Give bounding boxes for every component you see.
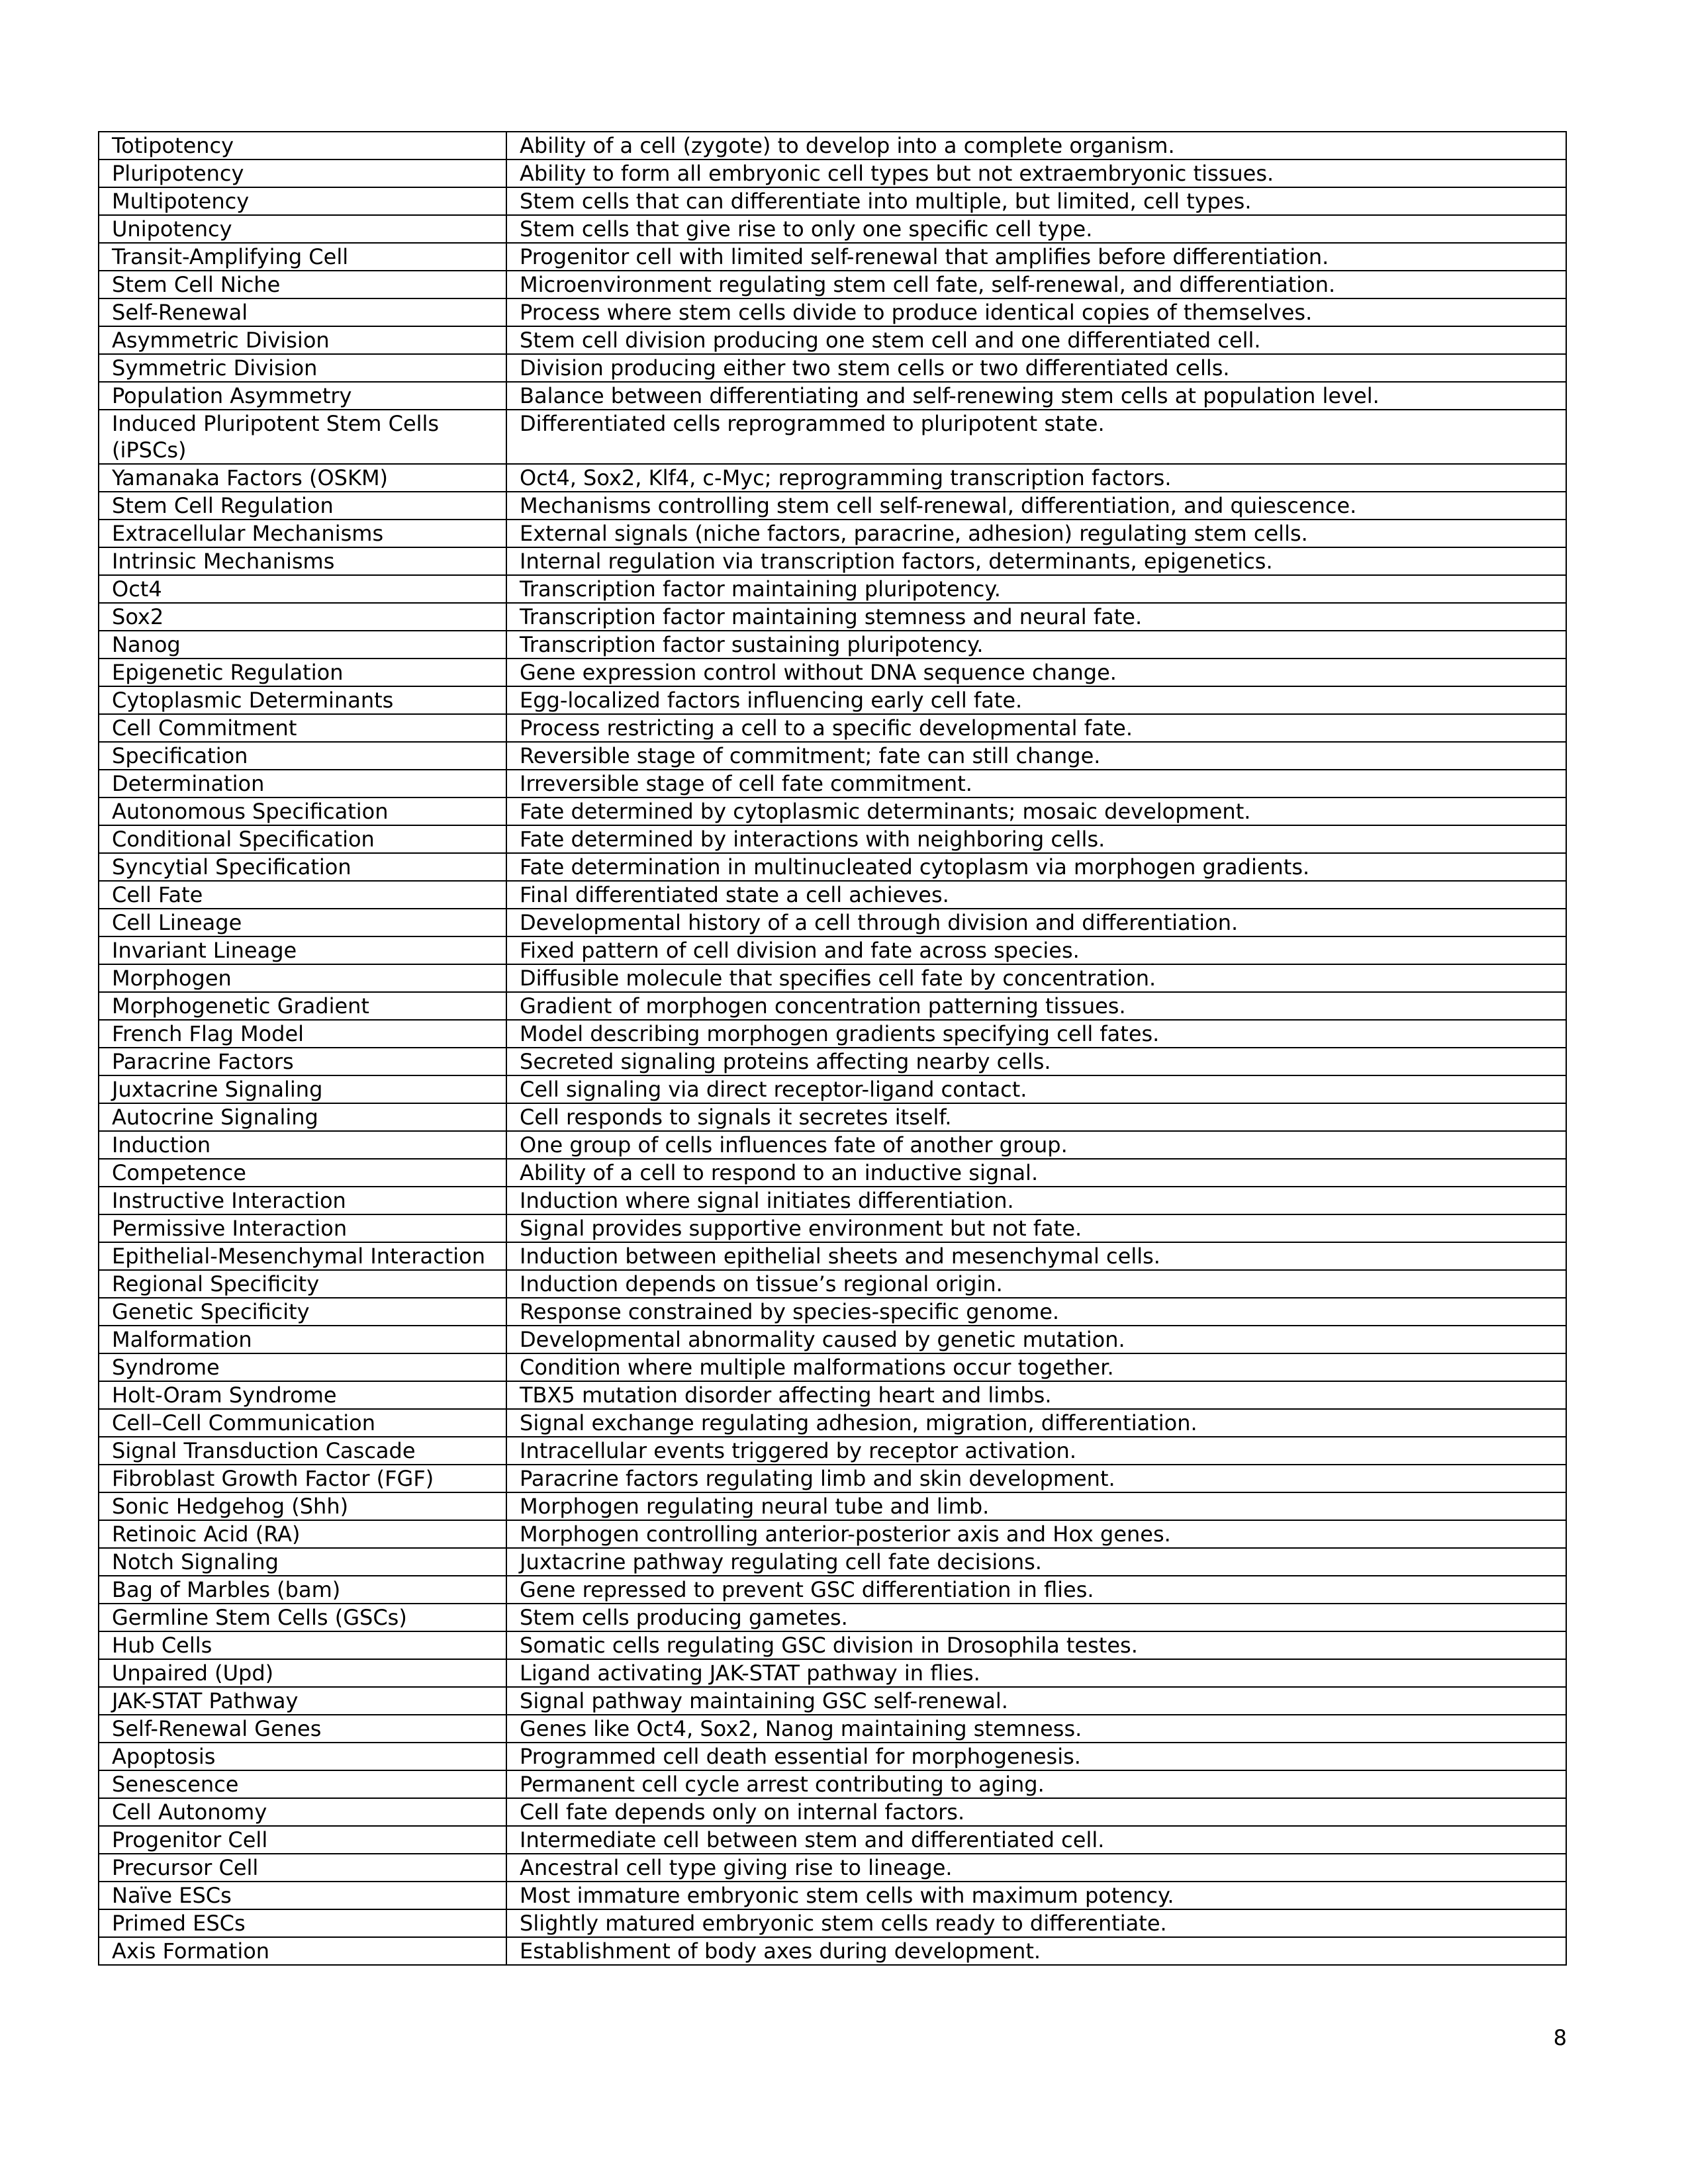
term-cell: Signal Transduction Cascade xyxy=(99,1437,506,1465)
term-cell: Specification xyxy=(99,742,506,770)
table-row xyxy=(99,742,1566,770)
term-cell: Syncytial Specification xyxy=(99,853,506,881)
table-row xyxy=(99,853,1566,881)
table-row xyxy=(99,1048,1566,1075)
page-number: 8 xyxy=(1553,2025,1567,2050)
definition-cell: Slightly matured embryonic stem cells ready to differentiate. xyxy=(506,1909,1566,1937)
definition-cell: Stem cells that give rise to only one specific cell type. xyxy=(506,215,1566,243)
definition-cell: Most immature embryonic stem cells with maximum potency. xyxy=(506,1882,1566,1909)
definition-cell: Gradient of morphogen concentration patterning tissues. xyxy=(506,992,1566,1020)
table-row xyxy=(99,797,1566,825)
table-row xyxy=(99,520,1566,547)
table-row xyxy=(99,1659,1566,1687)
term-cell: Permissive Interaction xyxy=(99,1214,506,1242)
table-row xyxy=(99,492,1566,520)
table-row xyxy=(99,1631,1566,1659)
table-row xyxy=(99,1381,1566,1409)
definition-cell: Internal regulation via transcription factors, determinants, epigenetics. xyxy=(506,547,1566,575)
term-cell: Bag of Marbles (bam) xyxy=(99,1576,506,1604)
definition-cell: Permanent cell cycle arrest contributing to aging. xyxy=(506,1770,1566,1798)
definition-cell: Oct4, Sox2, Klf4, c-Myc; reprogramming transcription factors. xyxy=(506,464,1566,492)
term-cell: Competence xyxy=(99,1159,506,1187)
table-row xyxy=(99,770,1566,797)
definition-cell: Ligand activating JAK-STAT pathway in flies. xyxy=(506,1659,1566,1687)
definition-cell: Cell signaling via direct receptor-ligand contact. xyxy=(506,1075,1566,1103)
term-cell: Sonic Hedgehog (Shh) xyxy=(99,1492,506,1520)
table-row xyxy=(99,1242,1566,1270)
definition-cell: Signal provides supportive environment but not fate. xyxy=(506,1214,1566,1242)
table-row xyxy=(99,936,1566,964)
table-row xyxy=(99,298,1566,326)
definition-cell: Transcription factor maintaining stemness and neural fate. xyxy=(506,603,1566,631)
definition-cell: Differentiated cells reprogrammed to pluripotent state. xyxy=(506,410,1566,464)
term-cell: Progenitor Cell xyxy=(99,1826,506,1854)
term-cell: Totipotency xyxy=(99,132,506,159)
table-row xyxy=(99,1270,1566,1298)
table-row xyxy=(99,1604,1566,1631)
table-row xyxy=(99,603,1566,631)
term-cell: Autonomous Specification xyxy=(99,797,506,825)
definition-cell: Intracellular events triggered by receptor activation. xyxy=(506,1437,1566,1465)
table-row xyxy=(99,1409,1566,1437)
term-cell: Cell Fate xyxy=(99,881,506,909)
term-cell: Germline Stem Cells (GSCs) xyxy=(99,1604,506,1631)
term-cell: Syndrome xyxy=(99,1353,506,1381)
table-row xyxy=(99,1298,1566,1326)
definition-cell: Intermediate cell between stem and differentiated cell. xyxy=(506,1826,1566,1854)
table-row xyxy=(99,1576,1566,1604)
term-cell: Genetic Specificity xyxy=(99,1298,506,1326)
term-cell: Apoptosis xyxy=(99,1743,506,1770)
term-cell: Autocrine Signaling xyxy=(99,1103,506,1131)
definition-cell: Diffusible molecule that specifies cell fate by concentration. xyxy=(506,964,1566,992)
table-row xyxy=(99,1743,1566,1770)
term-cell: Retinoic Acid (RA) xyxy=(99,1520,506,1548)
term-cell: Epigenetic Regulation xyxy=(99,659,506,686)
term-cell: Precursor Cell xyxy=(99,1854,506,1882)
definition-cell: Microenvironment regulating stem cell fate, self-renewal, and differentiation. xyxy=(506,271,1566,298)
definition-cell: TBX5 mutation disorder affecting heart and limbs. xyxy=(506,1381,1566,1409)
term-cell: Epithelial-Mesenchymal Interaction xyxy=(99,1242,506,1270)
definition-cell: Morphogen controlling anterior-posterior axis and Hox genes. xyxy=(506,1520,1566,1548)
definition-cell: Reversible stage of commitment; fate can still change. xyxy=(506,742,1566,770)
table-row xyxy=(99,1465,1566,1492)
definition-cell: Model describing morphogen gradients specifying cell fates. xyxy=(506,1020,1566,1048)
term-cell: Asymmetric Division xyxy=(99,326,506,354)
table-row xyxy=(99,686,1566,714)
term-cell: Determination xyxy=(99,770,506,797)
table-row xyxy=(99,1492,1566,1520)
term-cell: Cell Commitment xyxy=(99,714,506,742)
definition-cell: Ability of a cell to respond to an inductive signal. xyxy=(506,1159,1566,1187)
term-cell: Juxtacrine Signaling xyxy=(99,1075,506,1103)
table-row xyxy=(99,464,1566,492)
definition-cell: Gene repressed to prevent GSC differentiation in flies. xyxy=(506,1576,1566,1604)
table-row xyxy=(99,659,1566,686)
term-cell: Self-Renewal Genes xyxy=(99,1715,506,1743)
definition-cell: Ability to form all embryonic cell types but not extraembryonic tissues. xyxy=(506,159,1566,187)
term-cell: Stem Cell Niche xyxy=(99,271,506,298)
definition-cell: Process restricting a cell to a specific developmental fate. xyxy=(506,714,1566,742)
definition-cell: Ancestral cell type giving rise to lineage. xyxy=(506,1854,1566,1882)
table-row xyxy=(99,1159,1566,1187)
table-row xyxy=(99,326,1566,354)
term-cell: Morphogenetic Gradient xyxy=(99,992,506,1020)
table-row xyxy=(99,132,1566,159)
table-row xyxy=(99,714,1566,742)
term-cell: Unipotency xyxy=(99,215,506,243)
term-cell: Population Asymmetry xyxy=(99,382,506,410)
term-cell: Malformation xyxy=(99,1326,506,1353)
term-cell: Symmetric Division xyxy=(99,354,506,382)
definition-cell: Fate determined by cytoplasmic determinants; mosaic development. xyxy=(506,797,1566,825)
definition-cell: Condition where multiple malformations occur together. xyxy=(506,1353,1566,1381)
definition-cell: Mechanisms controlling stem cell self-renewal, differentiation, and quiescence. xyxy=(506,492,1566,520)
definition-cell: Cell fate depends only on internal factors. xyxy=(506,1798,1566,1826)
term-cell: French Flag Model xyxy=(99,1020,506,1048)
term-cell: Unpaired (Upd) xyxy=(99,1659,506,1687)
term-cell: Cell Lineage xyxy=(99,909,506,936)
term-cell: Regional Specificity xyxy=(99,1270,506,1298)
definition-cell: Stem cells producing gametes. xyxy=(506,1604,1566,1631)
table-row xyxy=(99,1687,1566,1715)
definition-cell: Response constrained by species-specific genome. xyxy=(506,1298,1566,1326)
table-row xyxy=(99,1882,1566,1909)
table-row xyxy=(99,271,1566,298)
term-cell: Instructive Interaction xyxy=(99,1187,506,1214)
term-cell: Axis Formation xyxy=(99,1937,506,1965)
glossary-table xyxy=(98,131,1567,1966)
term-cell: Morphogen xyxy=(99,964,506,992)
definition-cell: Stem cells that can differentiate into multiple, but limited, cell types. xyxy=(506,187,1566,215)
term-cell: Multipotency xyxy=(99,187,506,215)
definition-cell: Progenitor cell with limited self-renewal that amplifies before differentiation. xyxy=(506,243,1566,271)
term-cell: Notch Signaling xyxy=(99,1548,506,1576)
table-row xyxy=(99,410,1566,464)
term-cell: Naïve ESCs xyxy=(99,1882,506,1909)
term-cell: Self-Renewal xyxy=(99,298,506,326)
term-cell: Yamanaka Factors (OSKM) xyxy=(99,464,506,492)
table-row xyxy=(99,1020,1566,1048)
definition-cell: Developmental abnormality caused by genetic mutation. xyxy=(506,1326,1566,1353)
table-row xyxy=(99,382,1566,410)
definition-cell: Establishment of body axes during development. xyxy=(506,1937,1566,1965)
table-row xyxy=(99,964,1566,992)
table-row xyxy=(99,215,1566,243)
definition-cell: Fixed pattern of cell division and fate across species. xyxy=(506,936,1566,964)
term-cell: Conditional Specification xyxy=(99,825,506,853)
definition-cell: Signal pathway maintaining GSC self-renewal. xyxy=(506,1687,1566,1715)
glossary-body xyxy=(99,132,1566,1965)
term-cell: Primed ESCs xyxy=(99,1909,506,1937)
term-cell: Stem Cell Regulation xyxy=(99,492,506,520)
table-row xyxy=(99,1353,1566,1381)
term-cell: Hub Cells xyxy=(99,1631,506,1659)
term-cell: Oct4 xyxy=(99,575,506,603)
definition-cell: Gene expression control without DNA sequence change. xyxy=(506,659,1566,686)
definition-cell: Egg-localized factors influencing early cell fate. xyxy=(506,686,1566,714)
term-cell: Cytoplasmic Determinants xyxy=(99,686,506,714)
term-cell: Paracrine Factors xyxy=(99,1048,506,1075)
definition-cell: Developmental history of a cell through division and differentiation. xyxy=(506,909,1566,936)
table-row xyxy=(99,575,1566,603)
table-row xyxy=(99,992,1566,1020)
definition-cell: One group of cells influences fate of another group. xyxy=(506,1131,1566,1159)
term-cell: Intrinsic Mechanisms xyxy=(99,547,506,575)
definition-cell: External signals (niche factors, paracrine, adhesion) regulating stem cells. xyxy=(506,520,1566,547)
definition-cell: Paracrine factors regulating limb and skin development. xyxy=(506,1465,1566,1492)
table-row xyxy=(99,243,1566,271)
definition-cell: Morphogen regulating neural tube and limb. xyxy=(506,1492,1566,1520)
definition-cell: Fate determined by interactions with neighboring cells. xyxy=(506,825,1566,853)
definition-cell: Signal exchange regulating adhesion, migration, differentiation. xyxy=(506,1409,1566,1437)
table-row xyxy=(99,187,1566,215)
table-row xyxy=(99,354,1566,382)
definition-cell: Final differentiated state a cell achieves. xyxy=(506,881,1566,909)
table-row xyxy=(99,1326,1566,1353)
definition-cell: Juxtacrine pathway regulating cell fate decisions. xyxy=(506,1548,1566,1576)
table-row xyxy=(99,1909,1566,1937)
table-row xyxy=(99,1937,1566,1965)
table-row xyxy=(99,1103,1566,1131)
definition-cell: Transcription factor maintaining pluripotency. xyxy=(506,575,1566,603)
definition-cell: Somatic cells regulating GSC division in Drosophila testes. xyxy=(506,1631,1566,1659)
term-cell: Transit-Amplifying Cell xyxy=(99,243,506,271)
table-row xyxy=(99,825,1566,853)
table-row xyxy=(99,1187,1566,1214)
table-row xyxy=(99,1131,1566,1159)
term-cell: Induced Pluripotent Stem Cells (iPSCs) xyxy=(99,410,506,464)
term-cell: Holt-Oram Syndrome xyxy=(99,1381,506,1409)
term-cell: Senescence xyxy=(99,1770,506,1798)
term-cell: JAK-STAT Pathway xyxy=(99,1687,506,1715)
term-cell: Extracellular Mechanisms xyxy=(99,520,506,547)
table-row xyxy=(99,1715,1566,1743)
definition-cell: Induction between epithelial sheets and mesenchymal cells. xyxy=(506,1242,1566,1270)
table-row xyxy=(99,1548,1566,1576)
table-row xyxy=(99,1854,1566,1882)
definition-cell: Fate determination in multinucleated cytoplasm via morphogen gradients. xyxy=(506,853,1566,881)
term-cell: Cell Autonomy xyxy=(99,1798,506,1826)
term-cell: Induction xyxy=(99,1131,506,1159)
definition-cell: Cell responds to signals it secretes itself. xyxy=(506,1103,1566,1131)
table-row xyxy=(99,1826,1566,1854)
term-cell: Cell–Cell Communication xyxy=(99,1409,506,1437)
table-row xyxy=(99,1437,1566,1465)
table-row xyxy=(99,1520,1566,1548)
definition-cell: Irreversible stage of cell fate commitment. xyxy=(506,770,1566,797)
table-row xyxy=(99,1075,1566,1103)
definition-cell: Process where stem cells divide to produce identical copies of themselves. xyxy=(506,298,1566,326)
definition-cell: Secreted signaling proteins affecting nearby cells. xyxy=(506,1048,1566,1075)
definition-cell: Stem cell division producing one stem cell and one differentiated cell. xyxy=(506,326,1566,354)
term-cell: Invariant Lineage xyxy=(99,936,506,964)
definition-cell: Ability of a cell (zygote) to develop into a complete organism. xyxy=(506,132,1566,159)
definition-cell: Genes like Oct4, Sox2, Nanog maintaining stemness. xyxy=(506,1715,1566,1743)
definition-cell: Programmed cell death essential for morphogenesis. xyxy=(506,1743,1566,1770)
table-row xyxy=(99,881,1566,909)
term-cell: Sox2 xyxy=(99,603,506,631)
definition-cell: Induction depends on tissue’s regional origin. xyxy=(506,1270,1566,1298)
term-cell: Nanog xyxy=(99,631,506,659)
table-row xyxy=(99,909,1566,936)
table-row xyxy=(99,1798,1566,1826)
definition-cell: Balance between differentiating and self-renewing stem cells at population level. xyxy=(506,382,1566,410)
definition-cell: Induction where signal initiates differentiation. xyxy=(506,1187,1566,1214)
table-row xyxy=(99,159,1566,187)
table-row xyxy=(99,1770,1566,1798)
term-cell: Fibroblast Growth Factor (FGF) xyxy=(99,1465,506,1492)
definition-cell: Division producing either two stem cells or two differentiated cells. xyxy=(506,354,1566,382)
definition-cell: Transcription factor sustaining pluripotency. xyxy=(506,631,1566,659)
table-row xyxy=(99,631,1566,659)
term-cell: Pluripotency xyxy=(99,159,506,187)
table-row xyxy=(99,1214,1566,1242)
table-row xyxy=(99,547,1566,575)
